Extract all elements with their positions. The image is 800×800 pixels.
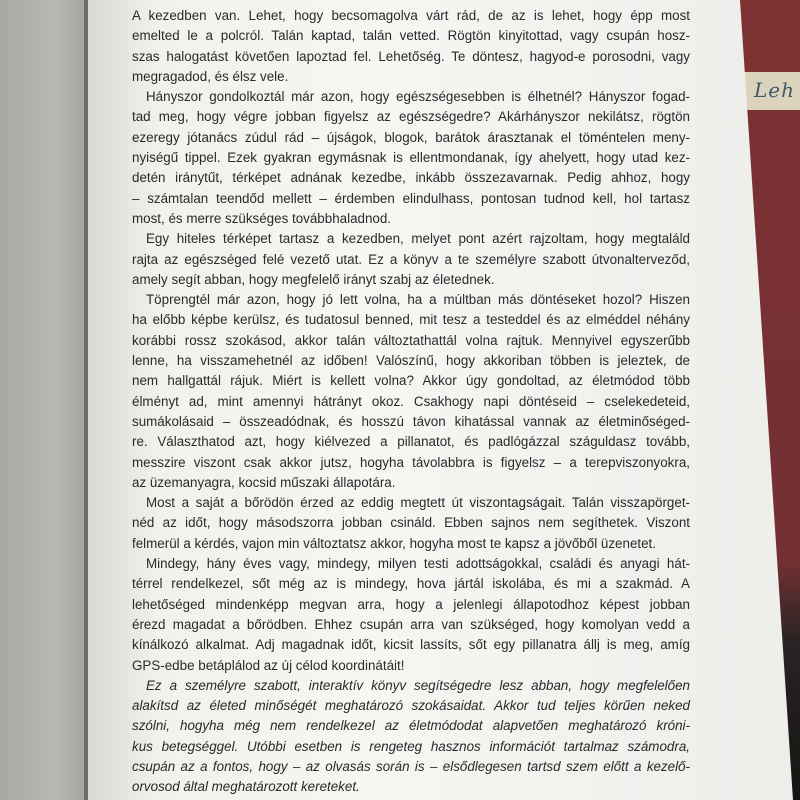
page-text bbox=[132, 6, 690, 798]
text-line: térrel rendelkezel, sőt még az is mindegy, hova jártál iskolába, és mi a szakmád. A bbox=[132, 576, 690, 592]
text-line: emelted le a polcról. Talán kaptad, talán vetted. Rögtön kinyitottad, vagy csupán hosz- bbox=[132, 28, 690, 44]
text-line: most, és merre szükséges továbbhaladnod. bbox=[132, 210, 392, 226]
text-line: detén iránytűt, térképet adnának kezedbe, inkább összezavarnak. Pedig ahhoz, hogy bbox=[132, 170, 690, 186]
text-line: ha előbb képbe kerülsz, és tudatosul benned, mit tesz a testeddel és az elméddel néhány bbox=[132, 312, 690, 328]
text-line: amely segít abban, hogy megfelelő irányt szabj az életednek. bbox=[132, 271, 495, 287]
text-line: kínálkozó alkalmat. Adj magadnak időt, kicsit lassíts, sőt egy pillanatra állj is meg, amíg bbox=[132, 637, 690, 653]
text-line: néd az időt, hogy másodszorra jobban csináld. Ebben sajnos nem segíthetek. Viszont bbox=[132, 515, 690, 531]
paragraph bbox=[132, 87, 690, 229]
text-line: GPS-edbe betáplálod az új célod koordinátáit! bbox=[132, 657, 405, 673]
text-line: Most a saját a bőrödön érzed az eddig megtett út viszontagságait. Talán visszapörget- bbox=[146, 495, 690, 511]
text-line: re. Választhatod azt, hogy kiélvezed a pillanatot, és padlógázzal száguldasz tovább, bbox=[132, 434, 690, 450]
previous-page-gutter bbox=[0, 0, 88, 800]
text-line: szólni, hogyha még nem rendelkezel az életmódodat alapvetően meghatározó króni- bbox=[132, 718, 690, 734]
text-line: Töprengtél már azon, hogy jó lett volna, ha a múltban más döntéseket hozol? Hiszen bbox=[146, 292, 690, 308]
text-line: felmerül a kérdés, vajon min változtatsz akkor, hogyha most te kapsz a jövőből üzenetet. bbox=[132, 535, 656, 551]
text-line: szas halogatást követően lapoztad fel. Lehetőség. Te döntesz, hagyod-e porosodni, vagy bbox=[132, 48, 690, 64]
text-line: Ez a személyre szabott, interaktív könyv segítségedre lesz abban, hogy megfelelően bbox=[146, 677, 690, 693]
text-line: – számtalan teendőd mellett – érdemben elindulhass, pontosan tudnod kell, hol tartasz bbox=[132, 190, 690, 206]
text-line: ezeregy jótanács zúdul rád – újságok, blogok, barátok árasztanak el töméntelen meny- bbox=[132, 129, 690, 145]
text-line: Mindegy, hány éves vagy, mindegy, milyen testi adottságokkal, családi és anyagi hát- bbox=[146, 556, 690, 572]
text-line: korábbi rossz szokásod, akkor talán változtathattál volna rajtuk. Mennyivel egyszerűbb bbox=[132, 332, 690, 348]
text-line: élményt ad, mint amennyi hátrányt okoz. Csakhogy napi döntéseid – cselekedeteid, bbox=[132, 393, 690, 409]
paragraph bbox=[132, 290, 690, 493]
text-line: A kezedben van. Lehet, hogy becsomagolva várt rád, de az is lehet, hogy épp most bbox=[132, 8, 690, 23]
text-line: lenne, ha visszamehetnél az időben! Valószínű, hogy akkoriban többen is jeleztek, de bbox=[132, 353, 690, 369]
paragraph bbox=[132, 493, 690, 554]
text-line: rajta az egészséged felé vezető utat. Ez a könyv a te személyre szabott útvonalterveződ, bbox=[132, 251, 690, 267]
background-card-text: Leh bbox=[754, 78, 795, 102]
text-line: megragadod, és élsz vele. bbox=[132, 68, 289, 84]
text-line: messzire viszont csak akkor jutsz, hogyha távolabbra is figyelsz – a terepviszonyokra, bbox=[132, 454, 690, 470]
text-line: Hányszor gondolkoztál már azon, hogy egészségesebben is élhetnél? Hányszor fogad- bbox=[146, 89, 690, 105]
page-spine-edge bbox=[84, 0, 88, 800]
text-line: lehetőséged mindenképp megvan arra, hogy a jelenlegi állapotodhoz képest jobban bbox=[132, 596, 690, 612]
paragraph bbox=[132, 6, 690, 87]
text-line: az üzemanyagra, kocsid műszaki állapotára. bbox=[132, 474, 396, 490]
text-line: orvosod által meghatározott kereteket. bbox=[132, 779, 360, 795]
paragraph bbox=[132, 229, 690, 290]
text-line: nem hallgattál rájuk. Miért is kellett volna? Akkor úgy gondoltad, az életmódod több bbox=[132, 373, 690, 389]
text-line: sumákolásaid – összeadódnak, és hosszú távon kihatással vannak az életminőséged- bbox=[132, 413, 690, 429]
text-line: nyiségű tippel. Ezek gyakran egymásnak is ellentmondanak, így ahelyett, hogy utad kez- bbox=[132, 150, 690, 166]
text-line: Egy hiteles térképet tartasz a kezedben, melyet pont azért rajzoltam, hogy megtaláld bbox=[146, 231, 690, 247]
text-line: tad meg, hogy végre jobban figyelsz az egészségedre? Akárhányszor nekilátsz, rögtön bbox=[132, 109, 690, 125]
text-line: érezd magadat a bőrödben. Ehhez csupán arra van szükséged, hogy komolyan vedd a bbox=[132, 616, 690, 632]
text-line: alakítsd az életed minőségét meghatározó szokásaidat. Akkor tud teljes körűen neked bbox=[132, 698, 690, 714]
paragraph bbox=[132, 676, 690, 798]
paragraph bbox=[132, 554, 690, 676]
text-line: csupán az a fontos, hogy – az olvasás során is – elsődlegesen tartsd szem előtt a kezelő- bbox=[132, 758, 690, 774]
background-card bbox=[744, 72, 800, 110]
text-line: kus betegséggel. Utóbbi esetben is rengeteg hasznos információt tartalmaz számodra, bbox=[132, 738, 690, 754]
